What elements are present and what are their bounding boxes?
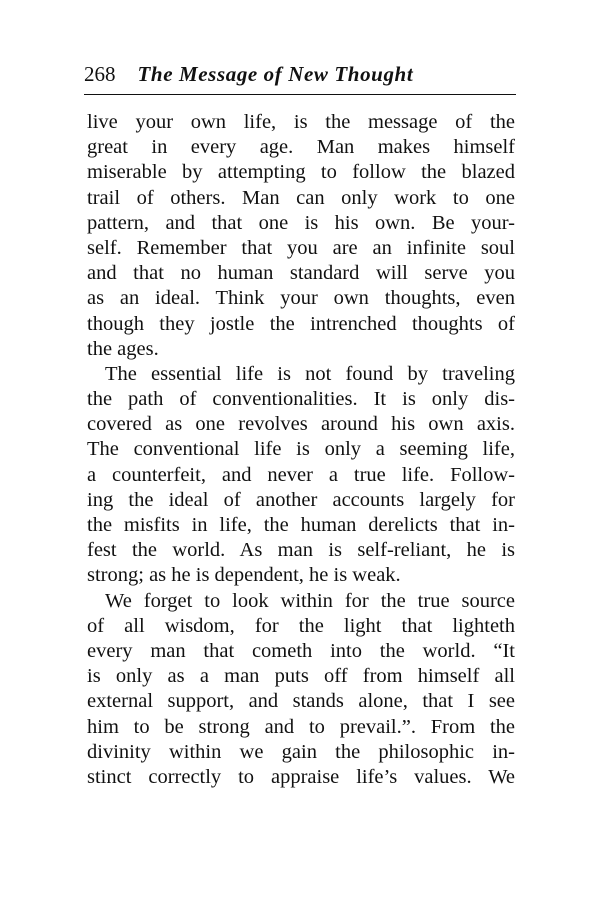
text-line: every man that cometh into the world. “It [87,639,515,662]
text-line: pattern, and that one is his own. Be your- [87,211,515,234]
text-line: The conventional life is only a seeming life, [87,438,515,461]
text-line: is only as a man puts off from himself all [87,665,515,688]
text-line: the misfits in life, the human derelicts that in- [87,514,515,536]
text-line: fest the world. As man is self-reliant, he is [87,539,515,562]
header-rule [84,94,516,95]
text-line: trail of others. Man can only work to one [87,186,515,209]
page-header [84,62,514,88]
text-line: stinct correctly to appraise life’s values. We [87,765,515,788]
text-line: covered as one revolves around his own axis. [87,413,515,436]
text-line: of all wisdom, for the light that lighteth [87,614,515,637]
text-line: and that no human standard will serve you [87,262,515,285]
text-line: as an ideal. Think your own thoughts, even [87,287,515,310]
text-line: self. Remember that you are an infinite soul [87,236,515,259]
body-text [87,110,515,790]
text-line: the ages. [87,337,159,360]
paragraph-first-line: We forget to look within for the true source [105,589,515,612]
text-line: though they jostle the intrenched thoughts of [87,312,515,335]
text-line: external support, and stands alone, that I see [87,690,515,713]
text-line: him to be strong and to prevail.”. From the [87,715,515,738]
page-number: 268 [84,62,116,86]
running-title: The Message of New Thought [137,62,414,86]
text-line: strong; as he is dependent, he is weak. [87,564,401,587]
paragraph-first-line: The essential life is not found by traveling [105,362,515,385]
text-line: ing the ideal of another accounts largely for [87,488,515,511]
text-line: divinity within we gain the philosophic in- [87,740,515,763]
text-line: a counterfeit, and never a true life. Follow- [87,463,515,486]
text-line: the path of conventionalities. It is only dis- [87,388,515,411]
text-line: great in every age. Man makes himself [87,136,515,159]
text-line: miserable by attempting to follow the blazed [87,161,515,184]
text-line: live your own life, is the message of the [87,111,515,133]
